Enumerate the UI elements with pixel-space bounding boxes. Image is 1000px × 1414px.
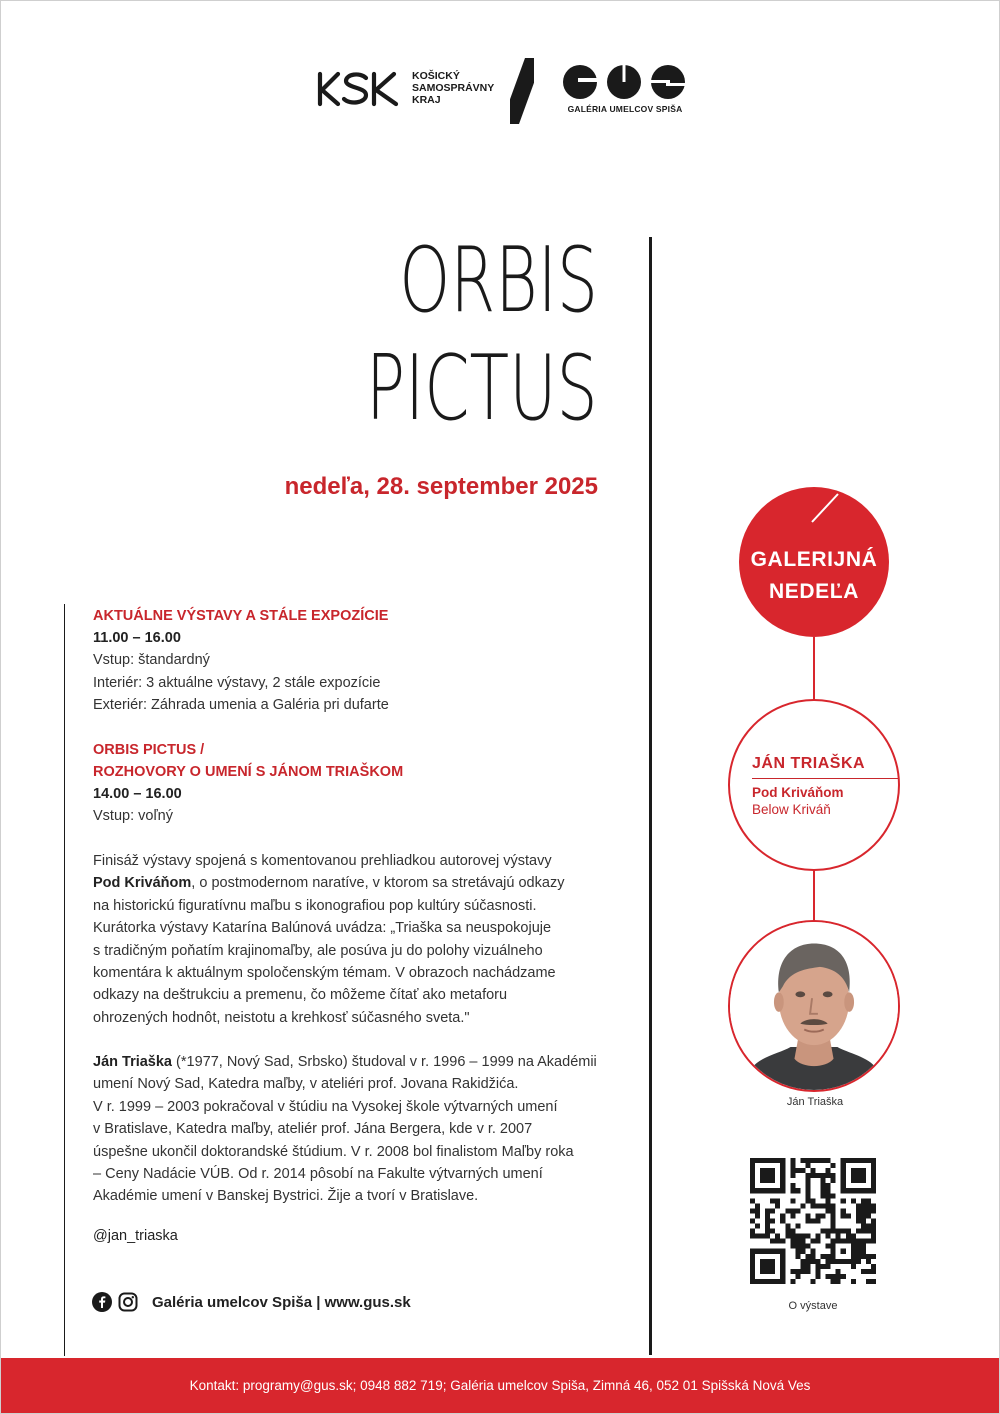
- facebook-icon[interactable]: [92, 1292, 112, 1312]
- description-line: na historickú figuratívnu maľbu s ikonografiou pop kultúry súčasnosti.: [93, 897, 537, 914]
- bio-line: v Bratislave, Katedra maľby, ateliér prof. Jána Bergera, kde v r. 2007: [93, 1121, 533, 1138]
- section1-line: Vstup: štandardný: [93, 652, 210, 669]
- gallery-website-link[interactable]: Galéria umelcov Spiša | www.gus.sk: [152, 1293, 411, 1311]
- instagram-handle[interactable]: @jan_triaska: [93, 1228, 178, 1244]
- ksk-line-2: SAMOSPRÁVNY: [412, 82, 495, 94]
- bio-line: – Ceny Nadácie VÚB. Od r. 2014 pôsobí na Fakulte výtvarných umení: [93, 1166, 543, 1183]
- footer-contact: Kontakt: programy@gus.sk; 0948 882 719; Galéria umelcov Spiša, Zimná 46, 052 01 Spišská Nová Ves: [1, 1358, 999, 1413]
- social-links: [92, 1292, 411, 1312]
- badge-line-1: GALERIJNÁ: [750, 548, 878, 571]
- ksk-name: [412, 70, 494, 106]
- description-line: s tradičným poňatím krajinomaľby, ale posúva ju do polohy vizuálneho: [93, 942, 543, 959]
- ksk-line-1: KOŠICKÝ: [412, 70, 460, 82]
- logo-divider: [510, 58, 534, 124]
- connector-line: [813, 868, 815, 922]
- section-orbis-pictus-talk: [93, 739, 613, 828]
- bio-line-rest: (*1977, Nový Sad, Srbsko) študoval v r. 1996 – 1999 na Akadémii: [172, 1054, 597, 1070]
- description-line-rest: , o postmodernom naratíve, v ktorom sa stretávajú odkazy: [191, 875, 565, 892]
- description-line: Kurátorka výstavy Katarína Balúnová uvádza: „Triaška sa neuspokojuje: [93, 920, 552, 937]
- section2-entry: Vstup: voľný: [93, 808, 173, 825]
- section1-line: Interiér: 3 aktuálne výstavy, 2 stále expozície: [93, 674, 381, 691]
- qr-caption: O výstave: [788, 1300, 838, 1312]
- badge-slash-mark: [798, 476, 858, 536]
- bio-paragraph: [93, 1051, 613, 1208]
- artist-portrait: [730, 922, 898, 1090]
- bio-line: Akadémie umení v Banskej Bystrici. Žije a tvorí v Bratislave.: [93, 1188, 479, 1205]
- bio-line: [93, 1051, 613, 1073]
- artist-photo-ring: [728, 920, 900, 1092]
- section1-line: Exteriér: Záhrada umenia a Galéria pri dufarte: [93, 697, 389, 714]
- artist-name: JÁN TRIAŠKA: [752, 755, 866, 772]
- event-date: nedeľa, 28. september 2025: [284, 473, 598, 500]
- section2-heading-1: ORBIS PICTUS /: [93, 742, 205, 758]
- title-line-2: PICTUS: [366, 336, 598, 441]
- artist-divider: [752, 778, 898, 779]
- description-line: Finisáž výstavy spojená s komentovanou prehliadkou autorovej výstavy: [93, 853, 552, 869]
- ksk-logo: [316, 66, 406, 110]
- section1-time: 11.00 – 16.00: [93, 630, 181, 646]
- instagram-icon[interactable]: [118, 1292, 138, 1312]
- section1-heading: AKTUÁLNE VÝSTAVY A STÁLE EXPOZÍCIE: [93, 608, 389, 624]
- bio-line: úspešne ukončil doktorandské štúdium. V r. 2008 bol finalistom Maľby roka: [93, 1143, 574, 1160]
- qr-code[interactable]: [750, 1158, 876, 1284]
- connector-line: [813, 637, 815, 700]
- section2-heading-2: ROZHOVORY O UMENÍ S JÁNOM TRIAŠKOM: [93, 764, 404, 780]
- exhibition-title-en: Below Kriváň: [752, 802, 831, 817]
- event-badge-text: [739, 544, 889, 608]
- exhibition-title-sk: Pod Kriváňom: [752, 785, 844, 800]
- description-paragraph: [93, 850, 613, 1029]
- description-line: komentára k aktuálnym spoločenským témam. V obrazoch nachádzame: [93, 965, 556, 982]
- description-line: ohrozených hodnôt, neistotu a krehkosť súčasného sveta.": [93, 1009, 470, 1026]
- gus-name: GALÉRIA UMELCOV SPIŠA: [567, 104, 683, 114]
- bio-name: Ján Triaška: [93, 1054, 172, 1070]
- left-margin-line: [64, 604, 65, 1356]
- vertical-divider: [649, 237, 652, 1355]
- description-line: [93, 872, 613, 894]
- gus-logo: [562, 64, 686, 100]
- description-line: odkazy na deštrukciu a premenu, čo môžeme čítať ako metaforu: [93, 987, 508, 1004]
- exhibition-name: Pod Kriváňom: [93, 875, 192, 892]
- bio-line: umení Nový Sad, Katedra maľby, v ateliéri prof. Jovana Rakidžića.: [93, 1076, 519, 1093]
- ksk-line-3: KRAJ: [412, 94, 441, 106]
- photo-caption: Ján Triaška: [786, 1096, 844, 1108]
- title-line-1: ORBIS: [399, 228, 598, 333]
- bio-line: V r. 1999 – 2003 pokračoval v štúdiu na Vysokej škole výtvarných umení: [93, 1098, 558, 1115]
- section-current-exhibitions: [93, 605, 613, 717]
- badge-line-2: NEDEĽA: [769, 580, 859, 603]
- section2-time: 14.00 – 16.00: [93, 786, 182, 802]
